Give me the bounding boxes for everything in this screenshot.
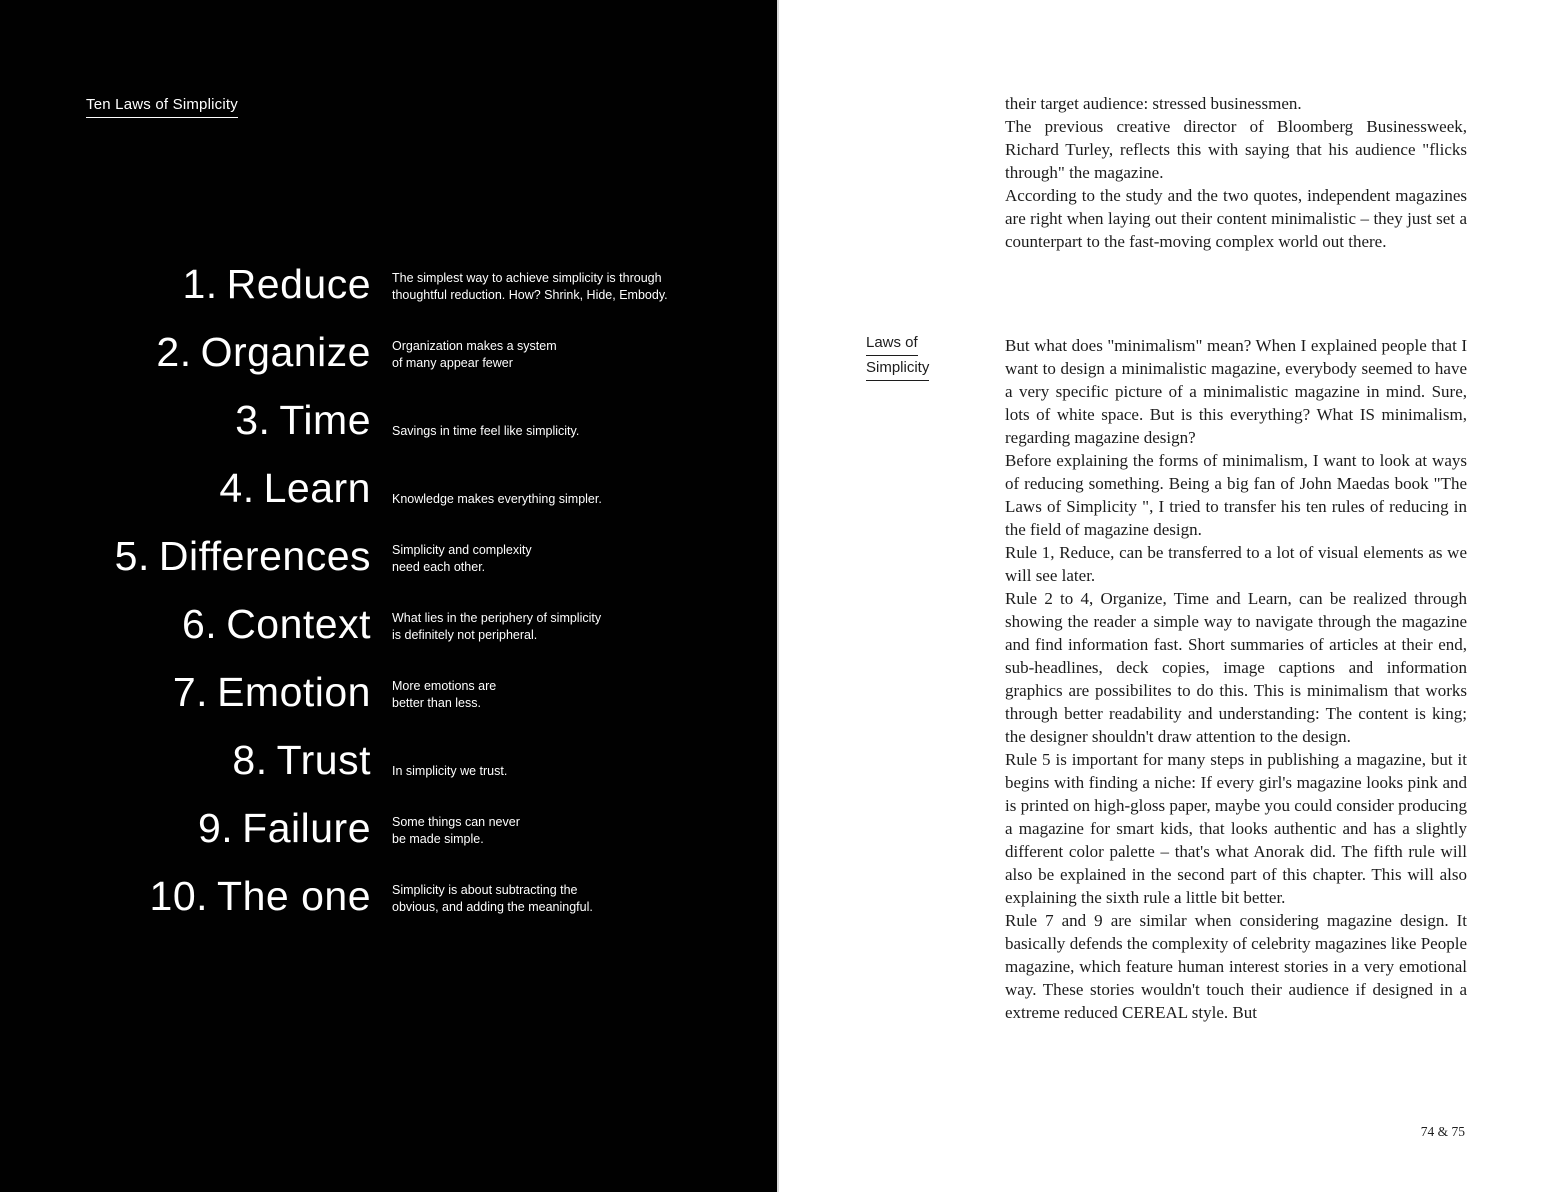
law-description: [392, 542, 702, 580]
law-row-reduce: [0, 240, 777, 308]
law-number: 9.: [197, 805, 234, 851]
law-description: [392, 678, 702, 716]
law-description-line: Savings in time feel like simplicity.: [392, 424, 580, 438]
law-row-the-one: [0, 852, 777, 920]
law-row-context: [0, 580, 777, 648]
margin-label-text: Laws of: [866, 335, 918, 356]
margin-label-line: [866, 359, 929, 381]
law-description-line: Organization makes a system: [392, 339, 557, 353]
law-number: 4.: [219, 465, 255, 511]
law-description-line: is definitely not peripheral.: [392, 628, 538, 642]
law-title: [0, 260, 371, 308]
law-name-text: Differences: [158, 533, 371, 579]
law-number: 3.: [235, 397, 271, 443]
law-description-line: In simplicity we trust.: [392, 764, 508, 778]
law-description-line: obvious, and adding the meaningful.: [392, 900, 593, 914]
left-page-header: Ten Laws of Simplicity: [86, 96, 238, 118]
law-description-line: The simplest way to achieve simplicity is through: [392, 271, 662, 285]
law-description: [392, 270, 702, 308]
law-description: [392, 338, 702, 376]
body-paragraph: But what does "minimalism" mean? When I explained people that I want to design a minimalistic magazine, everybody seemed to have a very specific picture of a minimalistic magazine in mind. Sure, lots of white space. But is this everything? What IS minimalism, regarding magazine design?: [1005, 336, 1467, 447]
law-title: [0, 872, 371, 920]
body-paragraph: Rule 1, Reduce, can be transferred to a lot of visual elements as we will see later.: [1005, 543, 1467, 585]
law-row-emotion: [0, 648, 777, 716]
law-number: 8.: [232, 737, 268, 783]
law-description: [392, 423, 702, 444]
law-title: [0, 396, 371, 444]
law-number: 6.: [181, 601, 218, 647]
body-paragraph: Rule 2 to 4, Organize, Time and Learn, can be realized through showing the reader a simple way to navigate through the magazine and find information fast. Short summaries of articles at their end, sub-headlines, deck copies, image captions and information graphics are possibilites to do this. This is minimalism that works through better readability and understanding: The content is king; the designer shouldn't draw attention to the design.: [1005, 589, 1467, 746]
law-row-failure: [0, 784, 777, 852]
intro-paragraph: their target audience: stressed businessmen.: [1005, 94, 1302, 113]
law-title: [0, 668, 371, 716]
law-description: [392, 610, 702, 648]
law-title: [0, 600, 371, 648]
law-description-line: need each other.: [392, 560, 486, 574]
laws-list: [0, 240, 777, 920]
body-text-block: [1005, 334, 1467, 1024]
law-description-line: Knowledge makes everything simpler.: [392, 492, 602, 506]
law-description-line: What lies in the periphery of simplicity: [392, 611, 602, 625]
law-name-text: Reduce: [226, 261, 371, 307]
right-page: [779, 0, 1553, 1192]
law-name-text: Context: [226, 601, 371, 647]
law-name-text: Organize: [200, 329, 371, 375]
law-description-line: of many appear fewer: [392, 356, 513, 370]
body-paragraph: Before explaining the forms of minimalism, I want to look at ways of reducing something. Being a big fan of John Maedas book "The Laws of Simplicity ", I tried to transfer his ten rules of reducing in the field of magazine design.: [1005, 451, 1467, 539]
law-number: 1.: [182, 261, 218, 307]
page-number: 74 & 75: [1420, 1124, 1465, 1139]
law-description: [392, 763, 702, 784]
law-description: [392, 814, 702, 852]
intro-text-block: [1005, 92, 1467, 253]
law-name-text: Learn: [263, 465, 371, 511]
law-row-learn: [0, 444, 777, 512]
law-title: [0, 464, 371, 512]
law-title: [0, 804, 371, 852]
law-title: [0, 736, 371, 784]
law-description-line: Simplicity is about subtracting the: [392, 883, 578, 897]
law-description-line: better than less.: [392, 696, 481, 710]
law-name-text: The one: [217, 873, 371, 919]
law-row-differences: [0, 512, 777, 580]
law-description-line: Some things can never: [392, 815, 520, 829]
margin-section-label: [866, 334, 929, 384]
law-name-text: Time: [279, 397, 371, 443]
law-title: [0, 532, 371, 580]
law-description-line: be made simple.: [392, 832, 484, 846]
law-number: 7.: [172, 669, 209, 715]
law-description-line: Simplicity and complexity: [392, 543, 532, 557]
law-name-text: Failure: [242, 805, 371, 851]
law-number: 10.: [149, 873, 209, 919]
body-paragraph: Rule 7 and 9 are similar when considering magazine design. It basically defends the complexity of celebrity magazines like People magazine, which feature human interest stories in a very emotional way. These stories wouldn't touch their audience if designed in a extreme reduced CEREAL style. But: [1005, 911, 1467, 1022]
law-name-text: Emotion: [217, 669, 371, 715]
law-number: 5.: [114, 533, 150, 579]
law-row-time: [0, 376, 777, 444]
intro-paragraph: The previous creative director of Bloomberg Businessweek, Richard Turley, reflects this with saying that his audience "flicks through" the magazine.: [1005, 117, 1467, 182]
law-title: [0, 328, 371, 376]
law-row-organize: [0, 308, 777, 376]
law-number: 2.: [156, 329, 192, 375]
law-description: [392, 491, 702, 512]
law-description-line: thoughtful reduction. How? Shrink, Hide, Embody.: [392, 288, 668, 302]
intro-paragraph: According to the study and the two quotes, independent magazines are right when laying out their content minimalistic – they just set a counterpart to the fast-moving complex world out there.: [1005, 186, 1467, 251]
law-description: [392, 882, 702, 920]
body-paragraph: Rule 5 is important for many steps in publishing a magazine, but it begins with finding a niche: If every girl's magazine looks pink and is printed on high-gloss paper, maybe you could consider producing a magazine for smart kids, that looks authentic and has a slightly different color palette – that's what Anorak did. The fifth rule will also be explained in the second part of this chapter. This will also explaining the sixth rule a little bit better.: [1005, 750, 1468, 907]
margin-label-text: Simplicity: [866, 360, 929, 381]
law-description-line: More emotions are: [392, 679, 497, 693]
margin-label-line: [866, 334, 929, 356]
law-row-trust: [0, 716, 777, 784]
law-name-text: Trust: [276, 737, 371, 783]
